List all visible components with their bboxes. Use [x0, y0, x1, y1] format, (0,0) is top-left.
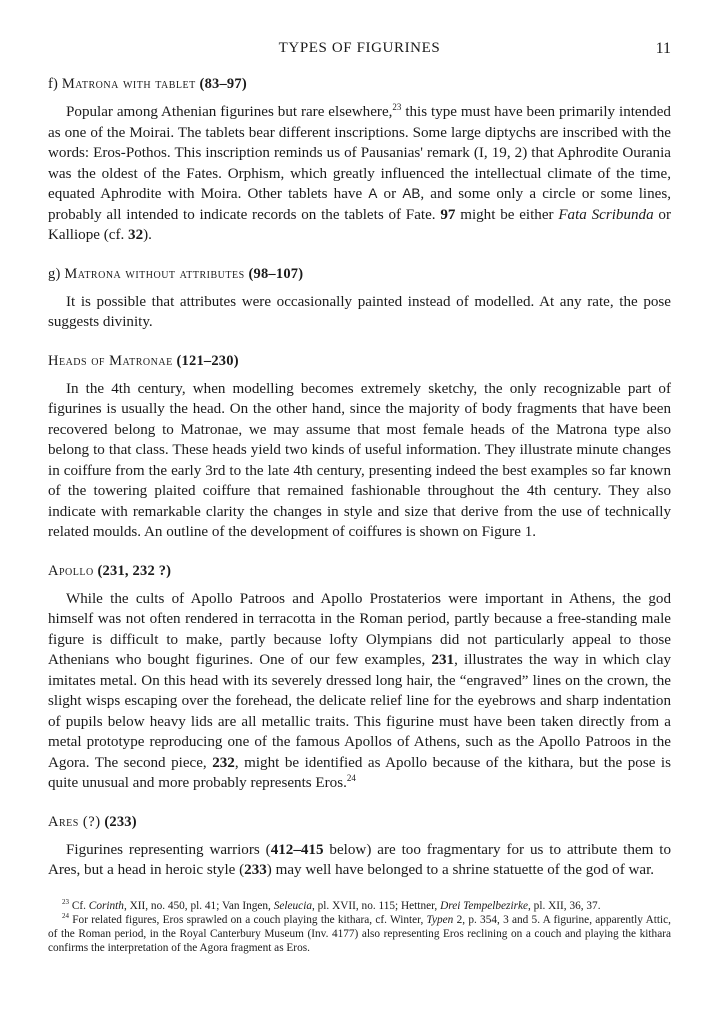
- text-run: , pl. XII, 36, 37.: [528, 899, 601, 912]
- italic-title: Drei Tempelbezirke: [440, 899, 529, 912]
- text-run: , might be identified as Apollo because of the kithara, but the pose is quite unusual and more probably represents Eros.: [48, 754, 671, 791]
- section-range: (233): [104, 813, 137, 830]
- text-run: While the cults of Apollo Patroos and Apollo Prostaterios were important in Athens, the god himself was not often rendered in terracotta in the Roman period, partly because a free-standing male figure is difficult to make, partly because lofty Olympians did not particularly appeal to those Athenians who bought figurines. One of our few examples,: [48, 590, 671, 668]
- footnote-ref: 24: [346, 772, 356, 783]
- footnote-ref: 23: [392, 101, 402, 112]
- paragraph-ares: [48, 840, 671, 881]
- text-run: , and some only a circle or some lines, probably all intended to indicate records on the tablets of Fate.: [48, 186, 672, 223]
- page-number: 11: [655, 40, 671, 57]
- text-run: 2, p. 354, 3 and 5. A figurine, apparently Attic, of the Roman period, in the Royal Canterbury Museum (Inv. 4177) also representing Eros reclining on a couch and playing the kithara confirms the interpretation of the Agora fragment as Eros.: [48, 913, 672, 954]
- catalogue-number: 233: [244, 862, 267, 878]
- footnote-number: 24: [62, 911, 69, 920]
- text-run: , XII, no. 450, pl. 41; Van Ingen,: [123, 899, 274, 912]
- text-run: For related figures, Eros sprawled on a couch playing the kithara, cf. Winter,: [69, 913, 427, 926]
- text-run: below) are too fragmentary for us to attribute them to Ares, but a head in heroic style (: [48, 841, 671, 878]
- footnotes: [48, 899, 671, 955]
- italic-title: Typen: [426, 913, 454, 926]
- section-title: Apollo: [48, 562, 94, 579]
- catalogue-number: 97: [440, 206, 456, 223]
- section-letter: f): [48, 76, 59, 92]
- inscription: AB: [402, 186, 421, 201]
- text-run: this type must have been primarily intended as one of the Moirai. The tablets bear different inscriptions. Some large diptychs are inscribed with the words: Eros-Pothos. This inscription reminds us of Pausanias' remark (I, 19, 2) that Aphrodite Ourania was the oldest of the Fates. Orphism, which greatly influenced the intellectual climate of the time, equated Aphrodite with Moira. Other tablets have: [48, 104, 671, 202]
- catalogue-number: 32: [128, 227, 144, 243]
- section-title: Matrona without attributes: [64, 265, 245, 282]
- text-run: might be either: [455, 206, 559, 223]
- catalogue-number: 232: [212, 754, 235, 771]
- section-title: Heads of Matronae: [48, 352, 173, 369]
- section-letter: g): [48, 265, 61, 282]
- text-run: Popular among Athenian figurines but rare elsewhere,: [66, 104, 393, 120]
- section-heading-matrona-with-tablet: [48, 74, 671, 94]
- page: [48, 36, 671, 955]
- footnote-number: 23: [62, 897, 69, 906]
- catalogue-number: 231: [431, 652, 455, 668]
- text-run: It is possible that attributes were occasionally painted instead of modelled. At any rate, the pose suggests divinity.: [48, 293, 671, 330]
- paragraph-matrona-without-attributes: [48, 292, 671, 333]
- section-title: Ares (?): [48, 813, 101, 830]
- footnote-24: [48, 913, 671, 955]
- italic-term: Fata Scribunda: [558, 206, 654, 223]
- section-range: (121–230): [176, 352, 239, 369]
- italic-title: Corinth: [88, 899, 124, 912]
- section-heading-heads-of-matronae: [48, 351, 671, 371]
- section-heading-matrona-without-attributes: [48, 264, 671, 284]
- text-run: , pl. XVII, no. 115; Hettner,: [311, 899, 441, 912]
- paragraph-heads-of-matronae: [48, 379, 671, 543]
- section-title: Matrona with tablet: [61, 76, 196, 92]
- inscription: A: [368, 186, 378, 201]
- text-run: , illustrates the way in which clay imitates metal. On this head with its severely dressed long hair, the “engraved” lines on the crown, the slight wisps escaping over the forehead, the delicate relief line for the eyebrows and sharp indentation of pupils below heavy lids are all metallic traits. This figurine must have been taken directly from a metal prototype reproducing one of the famous Apollos of Athens, such as the Apollo Patroos in the Agora. The second piece,: [48, 652, 671, 771]
- paragraph-matrona-with-tablet: [48, 102, 671, 246]
- text-run: Figurines representing warriors (: [66, 841, 271, 858]
- text-run: or: [377, 186, 403, 202]
- footnote-23: [48, 899, 671, 913]
- italic-title: Seleucia: [273, 899, 312, 912]
- catalogue-number: 412–415: [270, 841, 324, 858]
- paragraph-apollo: [48, 589, 671, 794]
- section-range: (231, 232 ?): [97, 562, 172, 579]
- text-run: ).: [143, 227, 152, 243]
- text-run: ) may well have belonged to a shrine statuette of the god of war.: [266, 862, 655, 878]
- section-range: (98–107): [248, 265, 304, 282]
- running-head: [48, 36, 671, 62]
- section-heading-apollo: [48, 561, 671, 581]
- text-run: Cf.: [69, 899, 89, 912]
- section-range: (83–97): [199, 76, 247, 92]
- running-title: TYPES OF FIGURINES: [278, 40, 441, 56]
- section-heading-ares: [48, 812, 671, 832]
- text-run: or Kalliope (cf.: [48, 206, 671, 243]
- text-run: In the 4th century, when modelling becomes extremely sketchy, the only recognizable part of figurines is usually the head. On the other hand, since the majority of body fragments that have been recovered belong to Matronae, we may assume that most female heads of the Matrona type also belong to that class. These heads yield two kinds of useful information. They illustrate minute changes in coiffure from the early 3rd to the late 4th century, presenting indeed the best examples so far known of the towering plaited coiffure that remained fashionable throughout the 4th century. They also indicate with remarkable clarity the changes in style and size that derive from the use of technically related moulds. An outline of the development of coiffures is shown on Figure 1.: [48, 380, 671, 540]
